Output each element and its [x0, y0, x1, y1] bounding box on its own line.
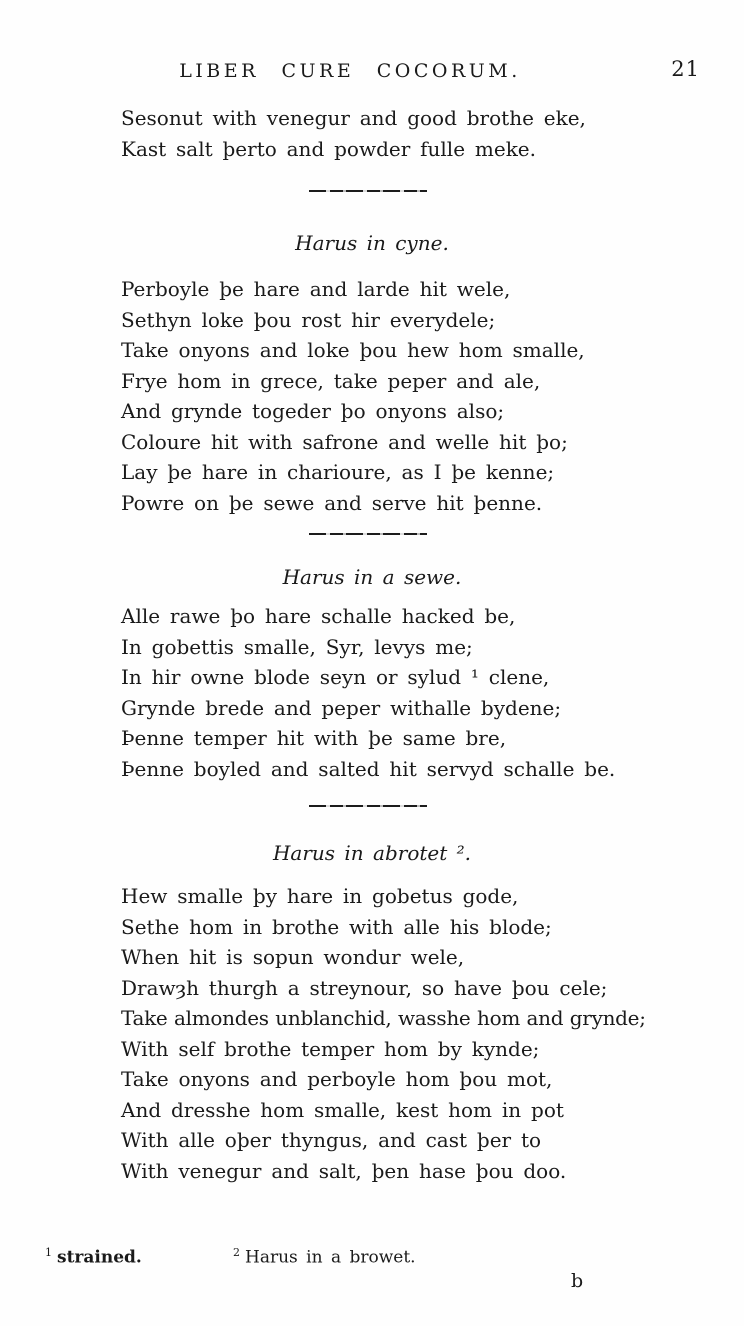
verse-line: Take onyons and loke þou hew hom smalle,	[121, 338, 585, 362]
recipe-stanza	[121, 601, 615, 784]
verse-line: Sethe hom in brothe with alle his blode;	[121, 914, 552, 939]
section-divider	[309, 190, 427, 192]
verse-line: In hir owne blode seyn or sylud ¹ clene,	[121, 665, 550, 689]
footnote-text: strained.	[57, 1247, 142, 1268]
verse-line: Þenne boyled and salted hit servyd schalle be.	[121, 756, 616, 781]
recipe-title: Harus in a sewe.	[282, 565, 462, 589]
verse-line: Hew smalle þy hare in gobetus gode,	[121, 884, 519, 908]
verse-line: And dresshe hom smalle, kest hom in pot	[121, 1097, 564, 1122]
verse-line: Sesonut with venegur and good brothe eke,	[121, 106, 586, 130]
verse-line: Þenne temper hit with þe same bre,	[121, 726, 507, 750]
page-number: 21	[671, 57, 700, 81]
verse-line: Alle rawe þo hare schalle hacked be,	[121, 604, 516, 628]
footnote-marker: 2	[233, 1246, 240, 1259]
footnote-marker: 1	[45, 1246, 52, 1259]
verse-line: With venegur and salt, þen hase þou doo.	[121, 1158, 567, 1183]
recipe-stanza	[121, 274, 585, 518]
verse-line: Sethyn loke þou rost hir everydele;	[121, 307, 496, 332]
verse-line: Lay þe hare in charioure, as I þe kenne;	[121, 460, 555, 484]
intro-stanza	[121, 103, 586, 164]
verse-line: And grynde togeder þo onyons also;	[121, 399, 505, 423]
verse-line: Grynde brede and peper withalle bydene;	[121, 695, 562, 720]
recipe-stanza	[121, 881, 646, 1186]
verse-line: Frye hom in grece, take peper and ale,	[121, 368, 541, 393]
running-head-title: LIBER CURE COCORUM.	[179, 60, 521, 82]
recipe-title: Harus in cyne.	[295, 231, 449, 255]
verse-line: In gobettis smalle, Syr, levys me;	[121, 634, 473, 659]
verse-line: With self brothe temper hom by kynde;	[121, 1036, 540, 1061]
footnote	[45, 1242, 142, 1269]
verse-line: When hit is sopun wondur wele,	[121, 945, 465, 969]
recipe-title: Harus in abrotet ².	[272, 841, 472, 865]
verse-line: Kast salt þerto and powder fulle meke.	[121, 136, 537, 161]
verse-line: Drawȝh thurgh a streynour, so have þou cele;	[121, 975, 608, 1000]
footnote	[233, 1242, 416, 1269]
verse-line: Coloure hit with safrone and welle hit þo;	[121, 429, 568, 454]
footnote-text: Harus in a browet.	[245, 1247, 416, 1268]
verse-line: Take onyons and perboyle hom þou mot,	[121, 1067, 553, 1091]
signature-mark: b	[571, 1270, 584, 1292]
verse-line: Perboyle þe hare and larde hit wele,	[121, 277, 511, 301]
section-divider	[309, 805, 427, 807]
section-divider	[309, 533, 427, 535]
verse-line: Take almondes unblanchid, wasshe hom and grynde;	[121, 1006, 646, 1030]
verse-line: Powre on þe sewe and serve hit þenne.	[121, 490, 543, 515]
verse-line: With alle oþer thyngus, and cast þer to	[121, 1128, 542, 1152]
